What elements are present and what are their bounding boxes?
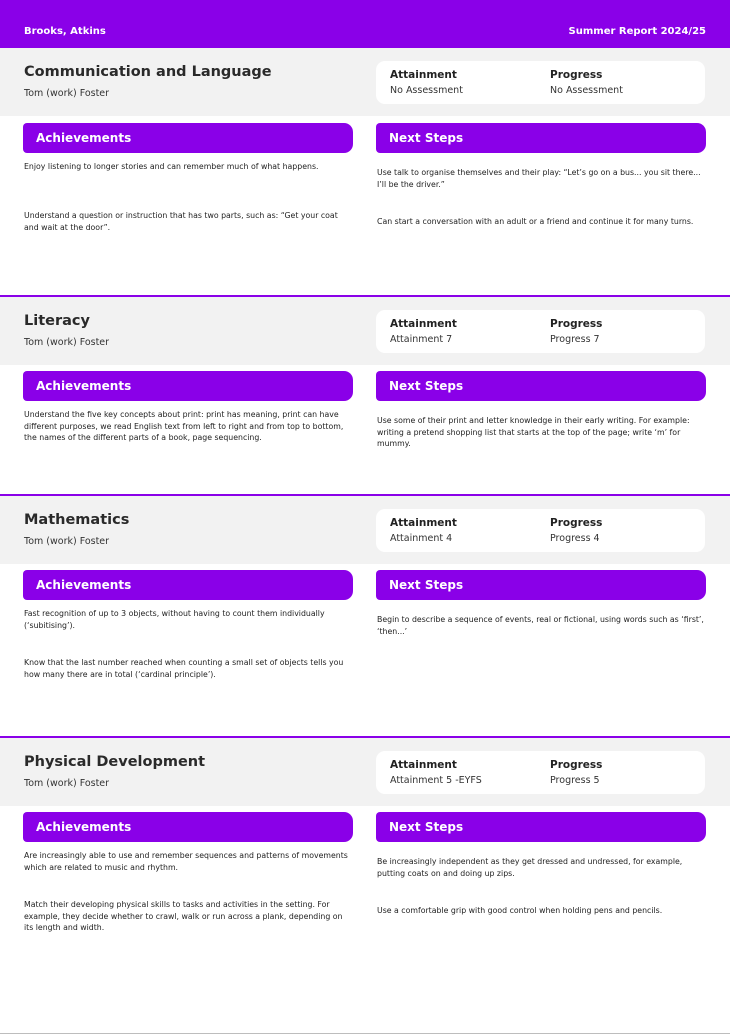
achievement-item: Enjoy listening to longer stories and can remember much of what happens.	[24, 162, 319, 171]
teacher-name: Tom (work) Foster	[24, 778, 110, 789]
progress-label: Progress	[550, 759, 603, 771]
teacher-name: Tom (work) Foster	[24, 337, 110, 348]
section-mathematics	[0, 496, 730, 736]
next-step-item: Use a comfortable grip with good control when holding pens and pencils.	[377, 906, 663, 915]
next-steps-heading: Next Steps	[376, 812, 706, 842]
section-title: Mathematics	[24, 512, 130, 528]
achievements-heading: Achievements	[23, 123, 353, 153]
achievement-item: Fast recognition of up to 3 objects, without having to count them individually (‘subitising’).	[24, 609, 325, 630]
next-step-item: Use talk to organise themselves and their play: “Let’s go on a bus... you sit there... I’ll be the driver.”	[377, 168, 701, 189]
teacher-name: Tom (work) Foster	[24, 88, 110, 99]
section-title: Communication and Language	[24, 64, 272, 80]
section-header	[0, 48, 730, 116]
achievement-item: Know that the last number reached when counting a small set of objects tells you how many there are in total (‘cardinal principle’).	[24, 658, 344, 679]
next-steps-heading: Next Steps	[376, 570, 706, 600]
section-title: Literacy	[24, 313, 90, 329]
attainment-label: Attainment	[390, 318, 457, 330]
achievements-heading: Achievements	[23, 812, 353, 842]
attainment-label: Attainment	[390, 69, 457, 81]
attainment-value: Attainment 7	[390, 334, 453, 345]
assessment-card	[376, 509, 705, 552]
achievement-item: Understand a question or instruction that has two parts, such as: “Get your coat and wait at the door”.	[24, 211, 338, 232]
section-title: Physical Development	[24, 754, 206, 770]
report-header-bar	[0, 0, 730, 48]
progress-value: Progress 7	[550, 334, 600, 345]
next-step-item: Begin to describe a sequence of events, real or fictional, using words such as ‘first’, ‘then...’	[377, 615, 704, 636]
page-bottom-rule	[0, 1033, 730, 1034]
achievement-item: Match their developing physical skills to tasks and activities in the setting. For example, they decide whether to crawl, walk or run across a plank, depending on its length and width.	[24, 900, 343, 932]
next-step-item: Be increasingly independent as they get dressed and undressed, for example, putting coats on and doing up zips.	[377, 857, 683, 878]
report-title: Summer Report 2024/25	[568, 26, 706, 37]
progress-label: Progress	[550, 318, 603, 330]
teacher-name: Tom (work) Foster	[24, 536, 110, 547]
section-header	[0, 297, 730, 365]
attainment-value: No Assessment	[390, 85, 463, 96]
assessment-card	[376, 751, 705, 794]
progress-label: Progress	[550, 69, 603, 81]
section-header	[0, 738, 730, 806]
progress-value: No Assessment	[550, 85, 623, 96]
next-steps-heading: Next Steps	[376, 371, 706, 401]
achievements-heading: Achievements	[23, 371, 353, 401]
attainment-value: Attainment 5 -EYFS	[390, 775, 482, 786]
assessment-card	[376, 61, 705, 104]
section-header	[0, 496, 730, 564]
next-steps-heading: Next Steps	[376, 123, 706, 153]
progress-value: Progress 5	[550, 775, 600, 786]
attainment-label: Attainment	[390, 517, 457, 529]
section-literacy	[0, 297, 730, 494]
progress-value: Progress 4	[550, 533, 600, 544]
progress-label: Progress	[550, 517, 603, 529]
achievement-item: Are increasingly able to use and remember sequences and patterns of movements which are related to music and rhythm.	[24, 851, 348, 872]
section-physical-development	[0, 738, 730, 1028]
assessment-card	[376, 310, 705, 353]
attainment-value: Attainment 4	[390, 533, 453, 544]
next-step-item: Use some of their print and letter knowledge in their early writing. For example: writing a pretend shopping list that starts at the top of the page; write ‘m’ for mummy.	[377, 416, 690, 448]
achievements-heading: Achievements	[23, 570, 353, 600]
student-names: Brooks, Atkins	[24, 26, 106, 37]
achievement-item: Understand the five key concepts about print: print has meaning, print can have different purposes, we read English text from left to right and from top to bottom, the names of the different parts of a book, page sequencing.	[24, 410, 344, 442]
section-communication-and-language	[0, 48, 730, 295]
next-step-item: Can start a conversation with an adult or a friend and continue it for many turns.	[377, 217, 694, 226]
attainment-label: Attainment	[390, 759, 457, 771]
